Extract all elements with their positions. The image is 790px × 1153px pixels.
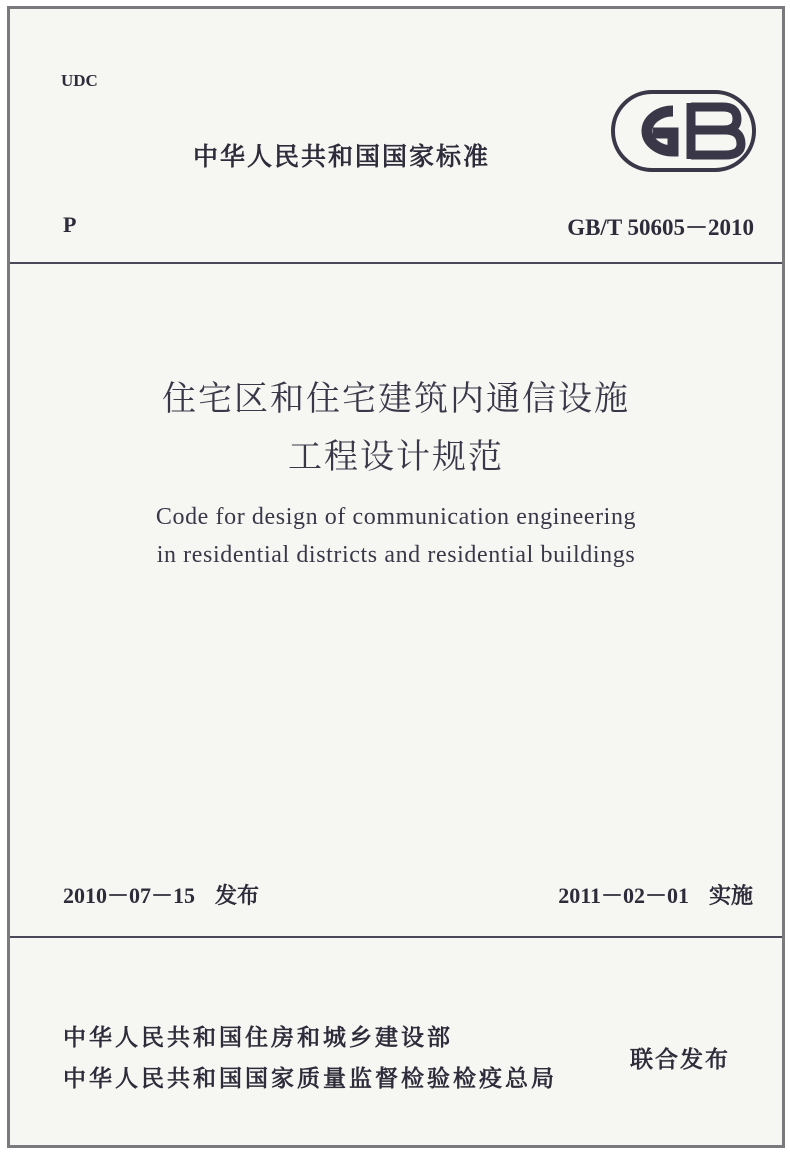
effective-date-block	[558, 879, 753, 910]
udc-label: UDC	[61, 71, 98, 90]
issuer-ministry-housing: 中华人民共和国住房和城乡建设部	[63, 1025, 453, 1051]
issuer-aqsiq: 中华人民共和国国家质量监督检验检疫总局	[63, 1066, 557, 1092]
effective-label: 实施	[708, 884, 753, 909]
title-en-line2: in residential districts and residential buildings	[156, 542, 636, 568]
cover-frame	[7, 6, 785, 1148]
title-zh-line2: 工程设计规范	[288, 437, 504, 477]
national-standard-heading: 中华人民共和国国家标准	[193, 142, 491, 171]
issue-date-block	[63, 879, 259, 910]
title-zh-line1: 住宅区和住宅建筑内通信设施	[162, 379, 630, 419]
joint-issue-label: 联合发布	[630, 1047, 730, 1073]
category-label: P	[63, 212, 77, 237]
effective-date: 2011－02－01	[558, 883, 689, 908]
issue-label: 发布	[215, 884, 260, 909]
title-en-line1: Code for design of communication engineering	[155, 504, 637, 530]
header-divider	[10, 262, 782, 264]
gb-logo-icon	[611, 89, 756, 173]
footer-divider	[10, 936, 782, 938]
standard-code: GB/T 50605－2010	[567, 215, 754, 240]
issue-date: 2010－07－15	[63, 883, 196, 908]
